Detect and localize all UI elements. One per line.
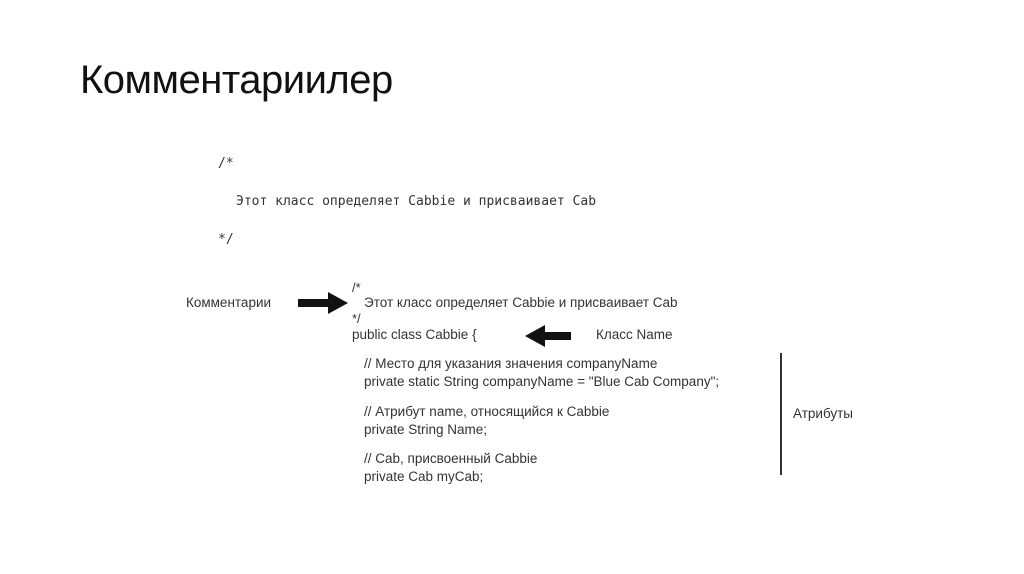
code-comment-close: */ — [218, 232, 234, 247]
code-comment-text: Этот класс определяет Cabbie и присваивает Cab — [236, 194, 597, 209]
attributes-label: Атрибуты — [793, 406, 854, 421]
slide-title: Комментариилер — [80, 58, 393, 102]
code-comment-open: /* — [218, 156, 234, 171]
code-line-4: private String Name; — [364, 422, 488, 437]
left-arrow-icon — [525, 325, 571, 347]
class-declaration: public class Cabbie { — [352, 327, 477, 342]
class-name-label: Класс Name — [596, 327, 673, 342]
code-line-1: // Место для указания значения companyName — [364, 356, 658, 371]
diagram-comment-open: /* — [352, 280, 361, 295]
diagram-comment-text: Этот класс определяет Cabbie и присваивает Cab — [364, 295, 678, 310]
attributes-bracket — [780, 353, 782, 475]
right-arrow-icon — [298, 292, 348, 314]
code-line-6: private Cab myCab; — [364, 469, 484, 484]
code-line-3: // Атрибут name, относящийся к Cabbie — [364, 404, 610, 419]
comments-label: Комментарии — [186, 295, 272, 310]
code-line-2: private static String companyName = "Blue Cab Company"; — [364, 374, 720, 389]
code-line-5: // Cab, присвоенный Cabbie — [364, 451, 538, 466]
diagram-comment-close: */ — [352, 311, 361, 326]
